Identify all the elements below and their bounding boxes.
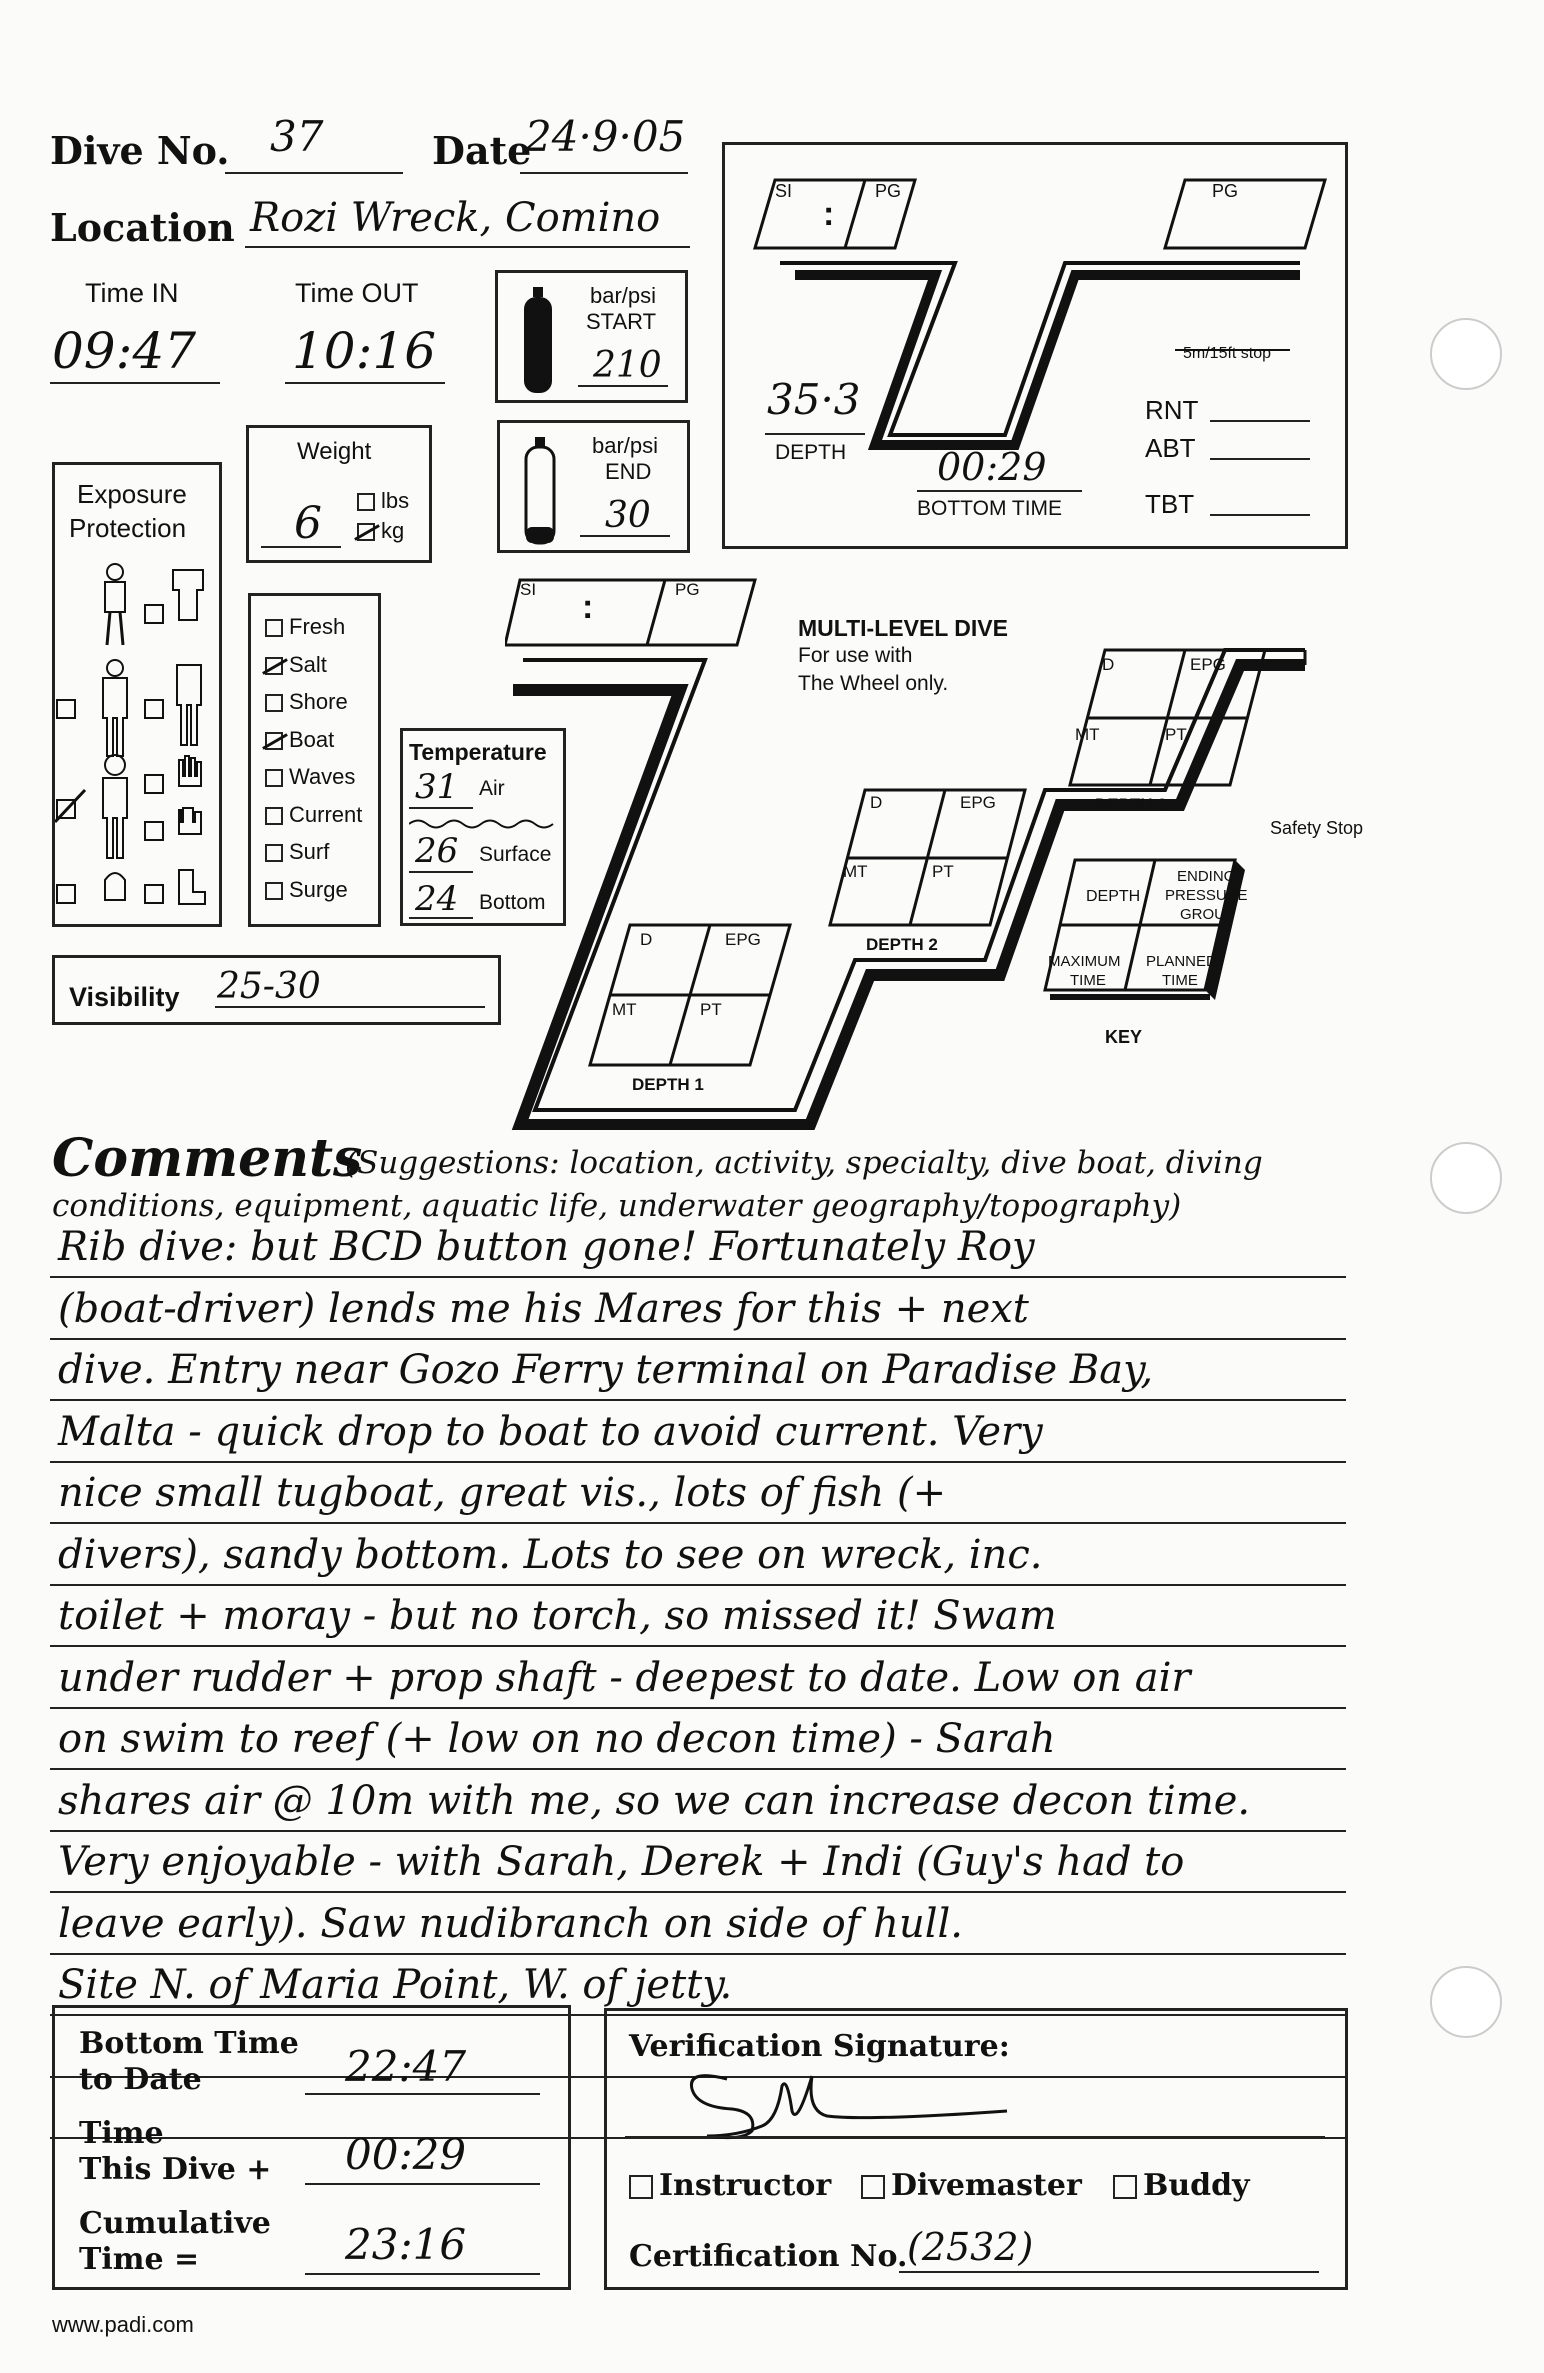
bttd-label-2: to Date: [79, 2062, 202, 2097]
d1-d-label: D: [640, 930, 653, 949]
key-depth-label: DEPTH: [1086, 888, 1141, 905]
ml-si-label: SI: [520, 580, 537, 599]
cum-label-2: Time =: [79, 2242, 200, 2277]
comment-rule: [50, 1707, 1346, 1709]
footer-url[interactable]: www.padi.com: [52, 2312, 194, 2337]
temp-surface-label: Surface: [479, 843, 552, 866]
ttd-label-1: Time: [79, 2116, 164, 2151]
comment-rule: [50, 1768, 1346, 1770]
bttd-label-1: Bottom Time: [79, 2026, 299, 2061]
cum-underline: [305, 2273, 540, 2275]
dive-no-label: Dive No.: [50, 128, 230, 173]
profile-pg-label: PG: [875, 181, 902, 201]
profile-abt-underline: [1210, 458, 1310, 460]
d3-epg-label: EPG: [1190, 655, 1226, 674]
time-in-value[interactable]: 09:47: [52, 322, 197, 380]
d3-mt-label: MT: [1075, 725, 1100, 744]
boots-checkbox: [145, 885, 163, 903]
key-max-2: TIME: [1070, 972, 1106, 989]
temp-bottom-value[interactable]: 24: [415, 879, 459, 919]
buddy-checkbox[interactable]: [1113, 2175, 1137, 2199]
weight-kg-option[interactable]: [357, 518, 404, 544]
signature-underline: [625, 2136, 1325, 2138]
key-ending-2: PRESSURE: [1165, 887, 1248, 904]
boot-icon: [179, 870, 205, 904]
profile-rnt-underline: [1210, 420, 1310, 422]
hooded-suit-icon: [103, 755, 127, 858]
cert-underline: [899, 2271, 1319, 2273]
profile-bottom-time-label: BOTTOM TIME: [917, 497, 1063, 520]
temp-surface-value[interactable]: 26: [415, 831, 459, 871]
key-planned-1: PLANNED: [1146, 953, 1217, 970]
location-label: Location: [50, 205, 235, 250]
tank-end-box: [497, 420, 690, 553]
verification-box: [604, 2008, 1348, 2290]
water-option-salt[interactable]: [265, 652, 327, 678]
date-label: Date: [432, 128, 532, 173]
temp-surface-underline: [409, 871, 473, 873]
profile-si-label: SI: [775, 181, 793, 201]
fullsuit-checkbox: [57, 700, 75, 718]
shorty-icon: [173, 570, 203, 620]
exposure-suits-icons: [55, 560, 219, 930]
key-label: KEY: [1105, 1027, 1143, 1047]
ml-si-colon: :: [582, 588, 594, 626]
key-ending-1: ENDING: [1177, 868, 1236, 885]
water-option-boat[interactable]: [265, 727, 334, 753]
water-salt-checkbox[interactable]: [265, 657, 283, 675]
d2-epg-label: EPG: [960, 793, 996, 812]
time-out-label: Time OUT: [295, 278, 419, 308]
water-fresh-checkbox[interactable]: [265, 619, 283, 637]
visibility-value[interactable]: 25-30: [217, 966, 321, 1007]
cum-label-1: Cumulative: [79, 2206, 271, 2241]
temperature-label: Temperature: [409, 739, 547, 765]
divemaster-checkbox[interactable]: [861, 2175, 885, 2199]
dive-profile-box: [722, 142, 1348, 549]
water-option-label: Surge: [289, 876, 348, 902]
water-option-label: Surf: [289, 839, 330, 864]
hood-checkbox: [57, 885, 75, 903]
lbs-checkbox[interactable]: [357, 493, 375, 511]
comment-rule: [50, 1522, 1346, 1524]
profile-tbt-underline: [1210, 514, 1310, 516]
temp-air-label: Air: [479, 777, 505, 800]
binder-hole-bottom: [1430, 1966, 1502, 2038]
water-option-waves[interactable]: [265, 764, 355, 790]
water-option-label: Boat: [289, 726, 335, 752]
weight-lbs-option[interactable]: [357, 488, 409, 514]
tank-start-label: START: [586, 309, 657, 334]
water-option-surf[interactable]: [265, 839, 329, 865]
profile-bottom-time-underline: [917, 490, 1082, 492]
key-ending-3: GROUP: [1180, 906, 1236, 923]
depth3-label: DEPTH 3: [1095, 795, 1167, 814]
glove-icon: [179, 756, 201, 786]
water-option-label: Shore: [289, 689, 348, 714]
cert-value[interactable]: (2532): [907, 2225, 1034, 2269]
comment-rule: [50, 1276, 1346, 1278]
fullsuit-icon: [103, 660, 127, 756]
tank-end-label: END: [605, 459, 652, 484]
comment-line-text[interactable]: Malta - quick drop to boat to avoid current. Very: [58, 1408, 1043, 1455]
comments-hint-2: conditions, equipment, aquatic life, underwater geography/topography): [52, 1188, 1182, 1224]
comment-line-text[interactable]: divers), sandy bottom. Lots to see on wreck, inc.: [58, 1531, 1043, 1578]
kg-checkbox[interactable]: [357, 523, 375, 541]
ttd-underline: [305, 2183, 540, 2185]
d2-d-label: D: [870, 793, 883, 812]
tank-end-underline: [580, 535, 670, 537]
ttd-value[interactable]: 00:29: [345, 2130, 467, 2179]
ml-title: MULTI-LEVEL DIVE: [798, 615, 1008, 641]
water-conditions-box: [248, 593, 381, 927]
profile-depth-label: DEPTH: [775, 441, 847, 464]
depth1-label: DEPTH 1: [632, 1075, 704, 1094]
water-shore-checkbox[interactable]: [265, 694, 283, 712]
profile-pg2-label: PG: [1212, 181, 1239, 201]
comment-line-text[interactable]: dive. Entry near Gozo Ferry terminal on Paradise Bay,: [58, 1347, 1154, 1393]
comment-line-text[interactable]: Very enjoyable - with Sarah, Derek + Indi (Guy's had to: [58, 1839, 1185, 1885]
comment-line-text[interactable]: shares air @ 10m with me, so we can increase decon time.: [58, 1777, 1251, 1824]
comment-line-text[interactable]: under rudder + prop shaft - deepest to date. Low on air: [58, 1654, 1191, 1701]
comment-line-text[interactable]: on swim to reef (+ low on no decon time) - Sarah: [58, 1716, 1056, 1762]
gloves-checkbox: [145, 775, 163, 793]
tank-start-unit: bar/psi: [590, 283, 657, 308]
water-boat-checkbox[interactable]: [265, 732, 283, 750]
comment-rule: [50, 1399, 1346, 1401]
cum-value[interactable]: 23:16: [345, 2220, 467, 2269]
exposure-box: [52, 462, 222, 927]
key-planned-2: TIME: [1162, 972, 1198, 989]
divemaster-label: Divemaster: [891, 2168, 1082, 2203]
water-option-shore[interactable]: [265, 689, 348, 715]
buddy-label: Buddy: [1143, 2168, 1250, 2203]
tank-start-underline: [578, 385, 668, 387]
drysuit-checkbox: [145, 700, 163, 718]
binder-hole-top: [1430, 318, 1502, 390]
comment-line-text[interactable]: (boat-driver) lends me his Mares for this + next: [58, 1285, 1029, 1332]
depth2-label: DEPTH 2: [866, 935, 938, 954]
water-surf-checkbox[interactable]: [265, 844, 283, 862]
tank-end-unit: bar/psi: [592, 433, 659, 458]
comment-line-text[interactable]: Rib dive: but BCD button gone! Fortunately Roy: [58, 1224, 1035, 1270]
tank-empty-icon: [520, 437, 560, 547]
location-value[interactable]: Rozi Wreck, Comino: [250, 195, 661, 241]
drysuit-icon: [177, 665, 201, 745]
comment-rule: [50, 1338, 1346, 1340]
comment-line-text[interactable]: Site N. of Maria Point, W. of jetty.: [58, 1962, 733, 2008]
hood-icon: [105, 873, 125, 900]
date-underline: [520, 172, 688, 174]
ml-subtitle-1: For use with: [798, 644, 913, 667]
divemaster-option[interactable]: [861, 2168, 1082, 2203]
water-option-label: Current: [289, 801, 363, 827]
tank-start-value[interactable]: 210: [593, 345, 662, 386]
kg-label: kg: [381, 518, 405, 543]
comment-rule: [50, 1830, 1346, 1832]
d1-pt-label: PT: [700, 1000, 722, 1019]
location-underline: [245, 246, 690, 248]
comment-line-text[interactable]: leave early). Saw nudibranch on side of hull.: [58, 1900, 963, 1947]
skin-icon: [105, 564, 125, 645]
mitts-checkbox: [145, 822, 163, 840]
weight-underline: [261, 546, 341, 548]
bttd-value[interactable]: 22:47: [345, 2042, 467, 2091]
water-option-label: Waves: [289, 764, 356, 789]
buddy-option[interactable]: [1113, 2168, 1250, 2203]
d3-pt-label: PT: [1165, 725, 1187, 744]
profile-abt-label: ABT: [1145, 433, 1196, 463]
verification-label: Verification Signature:: [629, 2029, 1010, 2064]
skin-checkbox: [145, 605, 163, 623]
d1-mt-label: MT: [612, 1000, 637, 1019]
d2-pt-label: PT: [932, 862, 954, 881]
time-in-underline: [50, 382, 220, 384]
temp-bottom-label: Bottom: [479, 891, 546, 914]
profile-tbt-label: TBT: [1145, 489, 1195, 519]
weight-box: [246, 425, 432, 563]
temp-air-value[interactable]: 31: [415, 767, 459, 807]
instructor-option[interactable]: [629, 2168, 831, 2203]
comment-rule: [50, 1953, 1346, 1955]
profile-si-colon: :: [823, 195, 835, 233]
ml-subtitle-2: The Wheel only.: [798, 672, 949, 695]
water-waves-checkbox[interactable]: [265, 769, 283, 787]
comment-rule: [50, 1584, 1346, 1586]
ml-pg-label: PG: [675, 580, 700, 599]
instructor-label: Instructor: [659, 2168, 832, 2203]
water-option-label: Salt: [289, 651, 327, 677]
profile-stop-label: 5m/15ft stop: [1183, 345, 1272, 362]
tank-end-value[interactable]: 30: [605, 495, 651, 536]
weight-value[interactable]: 6: [294, 498, 322, 549]
instructor-checkbox[interactable]: [629, 2175, 653, 2199]
water-current-checkbox[interactable]: [265, 807, 283, 825]
profile-rnt-label: RNT: [1145, 395, 1199, 425]
comment-rule: [50, 1891, 1346, 1893]
d3-d-label: D: [1102, 655, 1115, 674]
water-option-fresh[interactable]: [265, 614, 345, 640]
safety-stop-label: Safety Stop: [1270, 818, 1364, 838]
date-value[interactable]: 24·9·05: [525, 112, 686, 161]
exposure-label-2: Protection: [69, 513, 187, 543]
ttd-label-2: This Dive +: [79, 2152, 272, 2187]
key-max-1: MAXIMUM: [1048, 953, 1121, 970]
profile-depth-underline: [765, 433, 865, 435]
water-option-surge[interactable]: [265, 877, 348, 903]
comments-heading: Comments: [52, 1128, 363, 1189]
water-option-current[interactable]: [265, 802, 362, 828]
d1-epg-label: EPG: [725, 930, 761, 949]
profile-bottom-time-value[interactable]: 00:29: [937, 445, 1047, 489]
time-out-value[interactable]: 10:16: [292, 322, 437, 380]
cert-label: Certification No.: [629, 2239, 908, 2274]
dive-no-underline: [225, 172, 403, 174]
binder-hole-middle: [1430, 1142, 1502, 1214]
temp-air-underline: [409, 807, 473, 809]
visibility-underline: [215, 1006, 485, 1008]
time-in-label: Time IN: [85, 278, 179, 308]
water-surge-checkbox[interactable]: [265, 882, 283, 900]
comment-line-text[interactable]: toilet + moray - but no torch, so missed it! Swam: [58, 1593, 1057, 1639]
tank-full-icon: [518, 287, 558, 397]
lbs-label: lbs: [381, 488, 410, 513]
multilevel-diagram: [505, 570, 1365, 1130]
comment-rule: [50, 1645, 1346, 1647]
comment-line-text[interactable]: nice small tugboat, great vis., lots of fish (+: [58, 1470, 947, 1516]
bttd-underline: [305, 2093, 540, 2095]
weight-label: Weight: [297, 438, 372, 465]
exposure-label-1: Exposure: [77, 479, 187, 509]
profile-depth-value[interactable]: 35·3: [767, 375, 861, 424]
totals-box: [52, 2005, 571, 2290]
comment-rule: [50, 1461, 1346, 1463]
comments-hint-1: (Suggestions: location, activity, specialty, dive boat, diving: [345, 1145, 1263, 1181]
temp-bottom-underline: [409, 917, 473, 919]
dive-no-value[interactable]: 37: [270, 112, 324, 161]
time-out-underline: [285, 382, 445, 384]
water-option-label: Fresh: [289, 614, 346, 639]
visibility-box: [52, 955, 501, 1025]
mitt-icon: [179, 808, 201, 834]
signature-image: [677, 2061, 1037, 2141]
tank-start-box: [495, 270, 688, 403]
d2-mt-label: MT: [843, 862, 868, 881]
visibility-label: Visibility: [69, 982, 180, 1012]
